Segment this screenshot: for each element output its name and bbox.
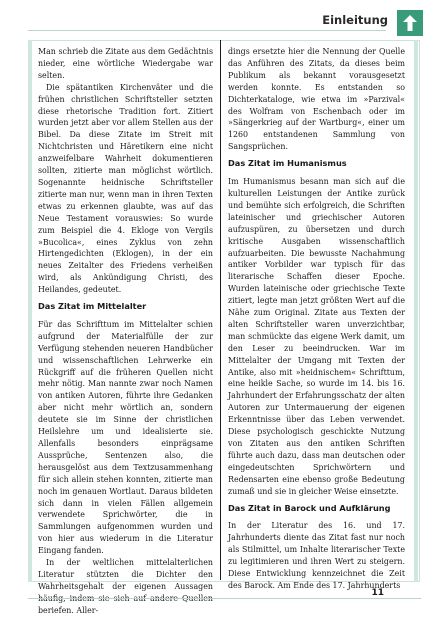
section-heading-mittelalter: Das Zitat im Mittelalter bbox=[38, 301, 147, 312]
paragraph: Im Humanismus besann man sich auf die kulturellen Leistungen der Antike zurück und bemühte sich erfolgreich, die Schriften lateinischer und griechischer Autoren aufzuspüren, zu übersetzen und durch kritische Ausgaben wissenschaftlich aufzuarbeiten. Die bewusste Nachahmung antiker Vorbilder war typisch für das literarische Schaffen dieser Epoche. Wurden lateinische oder griechische Texte zitiert, legte man jetzt größten Wert auf die Nähe zum Original. Zitate aus Texten der alten Schriftsteller waren unverzichtbar, man schmückte das eigene Werk damit, um den Leser zu beeindrucken. War im Mittelalter der Umgang mit Texten der Antike, also mit »heidnischem« Schrifttum, eine heikle Sache, so wurde im 14. bis 16. Jahrhundert der Erfahrungsschatz der alten Autoren zur Untermauerung der eigenen Erkenntnisse über das Leben verwendet. Diese psychologisch geschickte Nutzung von Zitaten aus den antiken Schriften führte auch dazu, dass man deutschen oder eingedeutschten Sprichwörtern und Redensarten eine ebenso große Bedeutung zumaß und sie in gleicher Weise einsetzte. bbox=[228, 177, 405, 496]
paragraph: dings ersetzte hier die Nennung der Quelle das Anführen des Zitats, da dieses beim Publikum als bekannt vorausgesetzt werden konnte. Es entstanden so Dichterkataloge, wie etwa im »Parzival« des Wolfram von Eschenbach oder im »Sängerkrieg auf der Wartburg«, einer um 1260 entstandenen Sammlung von Sangsprüchen. bbox=[228, 47, 405, 152]
footer-rule bbox=[28, 598, 421, 599]
section-heading-barock: Das Zitat in Barock und Aufklärung bbox=[228, 502, 391, 513]
page-header bbox=[0, 10, 440, 30]
paragraph: Für das Schrifttum im Mittelalter schien aufgrund der Materialfülle der zur Verfügung stehenden neueren Handbücher und wissenschaftlichen Lehrwerke ein Rückgriff auf die früheren Quellen nicht mehr nötig. Man nannte zwar noch Namen von antiken Autoren, führte ihre Gedanken aber nicht mehr wörtlich an, sondern deutete sie im Sinne der christlichen Heilslehre um und idealisierte sie. Allenfalls besonders einprägsame Aussprüche, Sentenzen also, die herausgelöst aus dem Textzusammenhang für sich allein stehen konnten, zitierte man noch im genauen Wortlaut. Daraus bildeten sich dann in vielen Fällen allgemein verwendete Sprichwörter, die in Sammlungen aufgenommen wurden und von hier aus wiederum in die Literatur Eingang fanden. bbox=[38, 319, 213, 556]
section-heading-humanismus: Das Zitat im Humanismus bbox=[228, 158, 347, 169]
back-to-top-button[interactable] bbox=[397, 10, 423, 36]
arrow-up-icon bbox=[402, 14, 418, 32]
page-number: 11 bbox=[371, 588, 384, 598]
right-column bbox=[228, 46, 405, 592]
column-divider bbox=[220, 40, 221, 580]
paragraph: Man schrieb die Zitate aus dem Gedächtnis nieder, eine wörtliche Wiedergabe war selten. bbox=[38, 47, 213, 80]
paragraph: In der Literatur des 16. und 17. Jahrhunderts diente das Zitat fast nur noch als Stilmittel, um Inhalte literarischer Texte zu legitimieren und ihren Wert zu steigern. Diese Entwicklung kennzeichnet die Zeit des Barock. Am Ende des 17. Jahrhunderts bbox=[228, 521, 405, 590]
paragraph: Die spätantiken Kirchenväter und die frühen christlichen Schriftsteller setzten diese rhetorische Tradition fort. Zitiert wurden jetzt aber vor allem Stellen aus der Bibel. Da diese Zitate im Streit mit Nichtchristen und Häretikern eine nicht anzweifelbare Wahrheit dokumentieren sollten, zitierte man möglichst wörtlich. Sogenannte heidnische Schriftsteller zitierte man nur, wenn man in ihren Texten etwas zu erkennen glaubte, was auf das Neue Testament vorauswies: So wurde zum Beispiel die 4. Ekloge von Vergils »Bucolica«, eines Zyklus von zehn Hirtengedichten (Eklogen), in der ein neues Zeitalter des Friedens verheißen wird, als Ankündigung Christi, des Heilandes, gedeutet. bbox=[38, 82, 213, 295]
frame-left-border bbox=[28, 40, 32, 582]
paragraph: In der weltlichen mittelalterlichen Literatur stützten die Dichter den Wahrheitsgehalt der eigenen Aussagen beriefen. Aller- bbox=[38, 558, 213, 615]
left-column bbox=[38, 46, 213, 617]
frame-right-border bbox=[414, 40, 418, 582]
chapter-title: Einleitung bbox=[322, 13, 388, 27]
